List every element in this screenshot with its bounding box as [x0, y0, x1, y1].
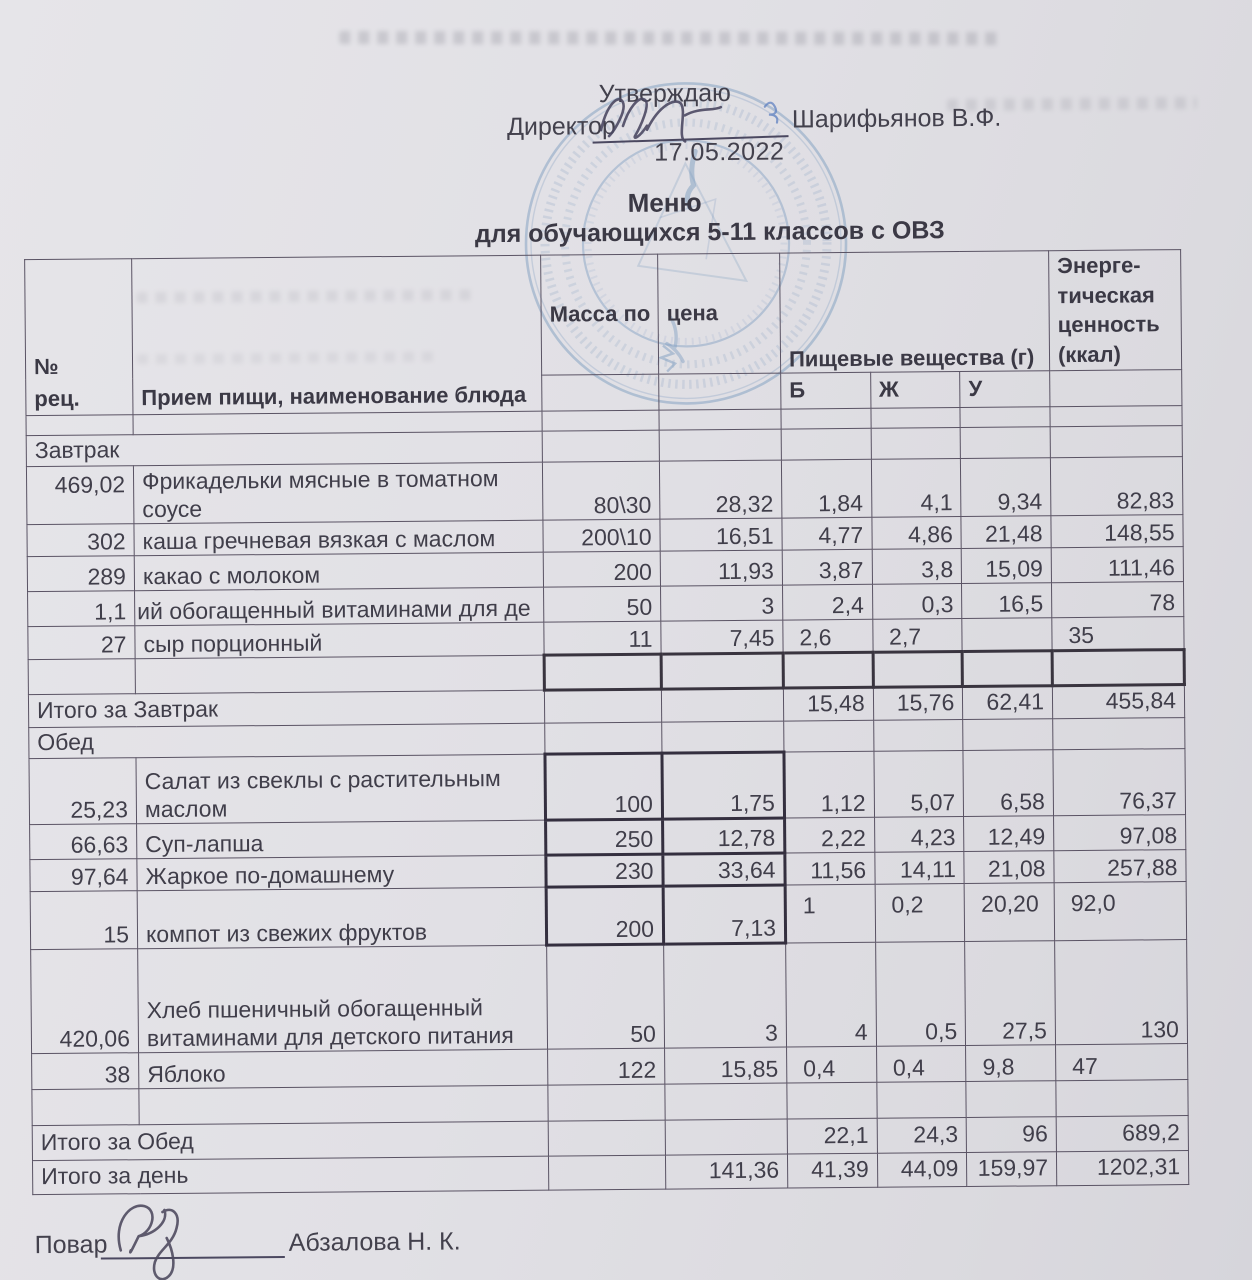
cell-b: 1,84 — [781, 459, 871, 518]
cell-name: какао с молоком — [134, 552, 543, 591]
cell-kcal — [1052, 649, 1184, 685]
cell-price: 16,51 — [660, 518, 782, 551]
director-label: Директор — [506, 112, 617, 141]
cell-zh — [871, 427, 961, 459]
cell-kcal — [1050, 425, 1182, 457]
cell-name: компот из свежих фруктов — [137, 887, 546, 949]
cell-kcal: 47 — [1056, 1043, 1188, 1080]
col-header-fat: Ж — [870, 371, 960, 408]
cell-mass — [544, 654, 661, 690]
cell-mass — [542, 430, 659, 462]
cell-zh: 14,11 — [874, 851, 964, 884]
cell-price — [665, 1119, 787, 1155]
col-header-nutrients: Пищевые вещества (г) — [780, 251, 1050, 373]
cell-u: 21,08 — [964, 851, 1054, 884]
col-header-protein: Б — [781, 372, 871, 409]
cell-zh — [873, 651, 963, 687]
cell-kcal: 689,2 — [1056, 1115, 1188, 1151]
cell-num — [28, 659, 135, 695]
cell-u: 20,20 — [964, 883, 1054, 942]
cook-name: Абзалова Н. К. — [288, 1227, 461, 1257]
cell-name: каша гречневая вязкая с маслом — [134, 520, 543, 556]
cell-zh: 15,76 — [873, 686, 963, 720]
page-title: Меню — [627, 187, 702, 218]
cell-name: Суп-лапша — [137, 820, 546, 859]
cell-kcal: 92,0 — [1054, 881, 1187, 940]
cell-name: Салат из свеклы с растительным маслом — [136, 754, 546, 824]
cell-kcal — [1056, 1079, 1188, 1116]
menu-table-body — [26, 425, 1189, 1194]
cell-mass: 100 — [545, 753, 663, 820]
cell-mass: 50 — [544, 586, 661, 622]
cell-name: Жаркое по-домашнему — [137, 855, 546, 891]
cell-num: 302 — [27, 524, 134, 557]
cell-kcal: 257,88 — [1054, 849, 1186, 882]
cell-kcal: 97,08 — [1054, 814, 1186, 850]
cell-price: 141,36 — [665, 1154, 787, 1189]
cell-mass: 200\10 — [543, 519, 660, 552]
cell-u: 9,8 — [966, 1045, 1056, 1082]
approval-date: 17.05.2022 — [654, 137, 785, 167]
cell-kcal: 148,55 — [1051, 514, 1183, 547]
cell-zh: 2,7 — [872, 618, 962, 652]
cell-u: 159,97 — [967, 1152, 1057, 1187]
cell-b: 2,4 — [783, 584, 873, 620]
cell-u: 27,5 — [965, 941, 1056, 1046]
cell-kcal — [1053, 717, 1185, 749]
cell-kcal: 455,84 — [1052, 684, 1184, 718]
cell-b: 2,6 — [783, 619, 873, 653]
cell-price — [662, 721, 784, 753]
cell-name — [135, 655, 544, 694]
cell-num: 420,06 — [31, 949, 139, 1054]
cell-zh: 0,4 — [876, 1045, 966, 1082]
cell-name2: Итого за Завтрак — [28, 690, 544, 728]
cell-b: 4 — [786, 942, 877, 1047]
cell-b — [784, 720, 874, 752]
cell-b: 4,77 — [782, 517, 872, 550]
cell-b — [783, 652, 873, 688]
cell-u: 9,34 — [961, 458, 1051, 517]
cell-kcal: 35 — [1052, 616, 1184, 650]
cell-u — [966, 1081, 1056, 1118]
cell-kcal: 1202,31 — [1056, 1150, 1188, 1185]
cell-zh — [877, 1081, 967, 1118]
cell-num: 25,23 — [29, 758, 137, 825]
cell-zh: 24,3 — [877, 1117, 967, 1153]
cell-mass: 50 — [547, 944, 665, 1049]
cell-u: 21,48 — [961, 516, 1051, 549]
cell-b: 41,39 — [787, 1153, 877, 1188]
col-header-energy: Энерге-тическая ценность (ккал) — [1049, 250, 1182, 371]
cell-name: ий обогащенный витаминами для де — [135, 587, 544, 626]
cell-zh: 44,09 — [877, 1152, 967, 1187]
cell-u — [963, 719, 1053, 751]
cell-kcal: 82,83 — [1050, 456, 1183, 515]
cell-price: 7,45 — [661, 620, 783, 654]
cell-b: 2,22 — [785, 817, 875, 853]
cell-b — [787, 1082, 877, 1119]
cell-mass — [545, 722, 662, 754]
cell-name: сыр порционный — [135, 622, 544, 659]
cell-mass: 250 — [546, 819, 663, 855]
cell-num: 1,1 — [28, 591, 135, 627]
cell-u — [962, 618, 1052, 652]
cell-zh: 0,5 — [875, 941, 966, 1046]
cell-b: 22,1 — [787, 1118, 877, 1154]
cell-b: 11,56 — [785, 852, 875, 885]
menu-row — [29, 748, 1186, 824]
col-header-recipe-number: № рец. — [25, 259, 133, 416]
cell-name2: Завтрак — [26, 431, 542, 467]
cell-price — [659, 429, 781, 461]
cell-num: 66,63 — [30, 824, 137, 860]
cell-price — [661, 688, 783, 722]
menu-row — [26, 456, 1182, 524]
cell-price: 15,85 — [665, 1047, 787, 1084]
page-subtitle: для обучающихся 5-11 классов с ОВЗ — [474, 216, 945, 249]
cell-name — [139, 1085, 548, 1125]
cell-price — [665, 1083, 787, 1120]
director-name: Шарифьянов В.Ф. — [791, 103, 1002, 134]
cell-price: 3 — [661, 585, 783, 621]
cell-kcal: 111,46 — [1051, 546, 1183, 582]
cell-price — [661, 653, 783, 689]
cell-mass: 11 — [544, 621, 661, 655]
cell-kcal: 76,37 — [1053, 748, 1186, 815]
cell-kcal: 130 — [1055, 939, 1188, 1044]
cell-price: 3 — [664, 943, 787, 1048]
menu-row — [30, 881, 1186, 949]
cell-name2: Итого за Обед — [32, 1121, 548, 1161]
cell-num: 289 — [27, 556, 134, 592]
cell-price: 12,78 — [663, 818, 785, 854]
cell-mass: 200 — [543, 551, 660, 587]
cell-num — [32, 1089, 139, 1126]
cell-kcal: 78 — [1051, 581, 1183, 617]
cell-price: 7,13 — [663, 885, 786, 944]
cell-mass — [548, 1155, 665, 1190]
cell-mass: 230 — [546, 854, 663, 887]
header-row — [25, 250, 1182, 380]
cook-label: Повар — [34, 1230, 108, 1260]
cell-u: 6,58 — [963, 750, 1053, 817]
cell-name: Фрикадельки мясные в томатном соусе — [133, 462, 542, 524]
cell-mass: 122 — [548, 1048, 665, 1085]
cell-name2: Обед — [29, 723, 545, 759]
col-header-carbs: У — [960, 370, 1050, 407]
menu-row — [31, 939, 1188, 1053]
cell-num: 38 — [32, 1053, 139, 1090]
cell-zh: 0,3 — [872, 583, 962, 619]
bleed-through-text — [339, 31, 999, 45]
col-header-dish-name: Прием пищи, наименование блюда — [132, 255, 542, 414]
cell-mass — [548, 1084, 665, 1121]
cell-u — [960, 426, 1050, 458]
cell-name: Яблоко — [139, 1049, 548, 1089]
cell-price: 33,64 — [663, 853, 785, 886]
cell-zh: 3,8 — [872, 548, 962, 584]
cell-mass — [548, 1120, 665, 1156]
cell-price: 1,75 — [662, 752, 785, 819]
cell-u: 15,09 — [962, 548, 1052, 584]
col-header-mass: Масса по — [541, 254, 659, 375]
cell-mass: 80\30 — [542, 461, 660, 520]
cell-num: 469,02 — [26, 466, 134, 525]
cell-zh: 0,2 — [875, 883, 965, 942]
cell-zh: 5,07 — [874, 750, 964, 817]
menu-table — [24, 249, 1190, 1195]
cell-u: 12,49 — [964, 816, 1054, 852]
cell-zh: 4,1 — [871, 458, 961, 517]
cell-num: 97,64 — [30, 859, 137, 892]
cell-num: 15 — [30, 891, 138, 950]
cell-b: 3,87 — [782, 549, 872, 585]
cell-b: 1,12 — [784, 751, 874, 818]
cell-zh — [873, 719, 963, 751]
cell-u: 62,41 — [963, 686, 1053, 720]
cook-signature — [102, 1191, 273, 1280]
cell-name2: Итого за день — [32, 1156, 548, 1195]
cell-price: 28,32 — [659, 460, 782, 519]
cell-mass: 200 — [546, 886, 664, 945]
cell-b: 1 — [785, 884, 875, 943]
cell-name: Хлеб пшеничный обогащенный витаминами для детского питания — [138, 945, 548, 1053]
approve-label: Утверждаю — [598, 79, 731, 109]
cell-u: 16,5 — [962, 583, 1052, 619]
cell-price: 11,93 — [660, 550, 782, 586]
cell-b — [781, 428, 871, 460]
cell-b: 0,4 — [787, 1046, 877, 1083]
cell-b: 15,48 — [783, 687, 873, 721]
cell-num: 27 — [28, 626, 135, 660]
cell-zh: 4,23 — [874, 816, 964, 852]
menu-table-header — [25, 250, 1182, 436]
cell-u — [962, 651, 1052, 687]
cell-zh: 4,86 — [872, 516, 962, 549]
cell-u: 96 — [966, 1117, 1056, 1153]
cell-mass — [544, 689, 661, 723]
col-header-price: цена — [658, 253, 781, 374]
